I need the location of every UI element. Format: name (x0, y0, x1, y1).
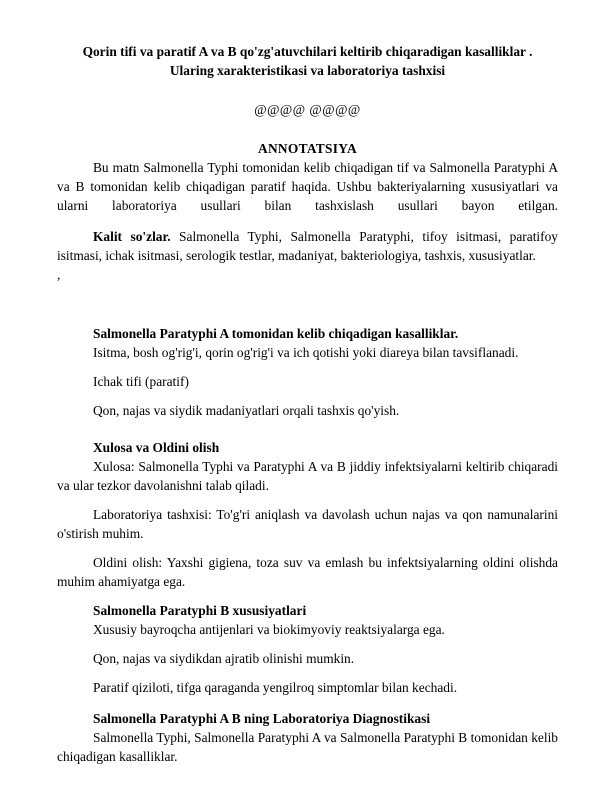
stray-mark: , (57, 267, 61, 282)
keywords-text: Salmonella Typhi, Salmonella Paratyphi, tifoy isitmasi, paratifoy isitmasi, ichak isitmasi, serologik testlar, madaniyat, bakteriologiya, tashxis, xususiyatlar. (57, 229, 558, 263)
abstract-text: Bu matn Salmonella Typhi tomonidan kelib chiqadigan tif va Salmonella Paratyphi A va B tomonidan kelib chiqadigan paratif haqida. Ushbu bakteriyalarning xususiyatlari va ularni laboratoriya usullari bilan tashxislash usullari bayon etilgan. (57, 160, 558, 213)
section2-paragraph: Laboratoriya tashxisi: To'g'ri aniqlash va davolash uchun najas va qon namunalarini o'stirish muhim. (57, 507, 558, 541)
section3-line: Qon, najas va siydikdan ajratib olinishi mumkin. (93, 651, 355, 666)
section1-line: Qon, najas va siydik madaniyatlari orqali tashxis qo'yish. (93, 403, 400, 418)
title-line-2: Ularing xarakteristikasi va laboratoriya tashxisi (169, 63, 446, 78)
abstract-heading: ANNOTATSIYA (257, 141, 358, 156)
title-line-1: Qorin tifi va paratif A va B qo'zg'atuvchilari keltirib chiqaradigan kasalliklar . (82, 44, 533, 59)
section1-line: Ichak tifi (paratif) (93, 374, 189, 389)
authors: @@@@ @@@@ (254, 102, 361, 117)
section2-paragraph: Oldini olish: Yaxshi gigiena, toza suv va emlash bu infektsiyalarning oldini olishda muhim ahamiyatga ega. (57, 555, 558, 589)
keywords (57, 227, 558, 265)
paper-title (57, 42, 558, 80)
section1-line: Isitma, bosh og'rig'i, qorin og'rig'i va ich qotishi yoki diareya bilan tavsiflanadi. (93, 345, 519, 360)
section-heading-lab-diagnostics: Salmonella Paratyphi A B ning Laboratoriya Diagnostikasi (93, 711, 431, 726)
section3-line: Xususiy bayroqcha antijenlari va biokimyoviy reaktsiyalarga ega. (93, 622, 445, 637)
section2-paragraph: Xulosa: Salmonella Typhi va Paratyphi A va B jiddiy infektsiyalarni keltirib chiqaradi va ular tezkor davolanishni talab qiladi. (57, 459, 558, 493)
section4-paragraph: Salmonella Typhi, Salmonella Paratyphi A va Salmonella Paratyphi B tomonidan kelib chiqadigan kasalliklar. (57, 730, 558, 764)
section-heading-paratyphi-a: Salmonella Paratyphi A tomonidan kelib chiqadigan kasalliklar. (93, 326, 459, 341)
keywords-label: Kalit so'zlar. (93, 229, 171, 244)
section-heading-paratyphi-b: Salmonella Paratyphi B xususiyatlari (93, 603, 307, 618)
section3-line: Paratif qiziloti, tifga qaraganda yengilroq simptomlar bilan kechadi. (93, 680, 458, 695)
section-heading-conclusion: Xulosa va Oldini olish (93, 440, 220, 455)
